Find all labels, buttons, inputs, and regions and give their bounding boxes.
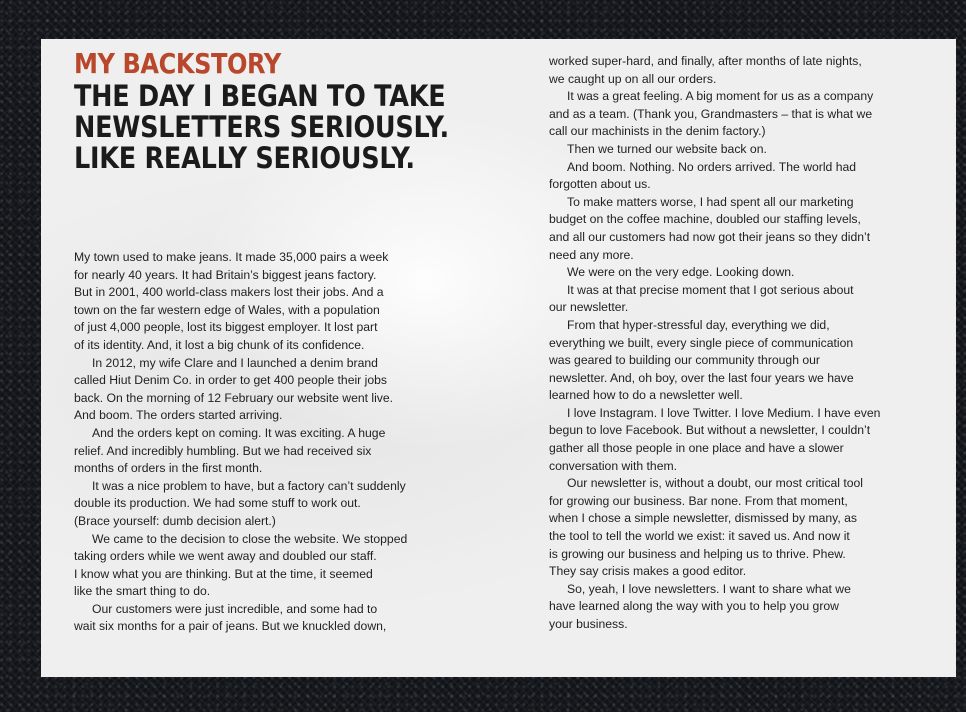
text-line: worked super-hard, and finally, after months of late nights, xyxy=(549,54,862,68)
paragraph xyxy=(549,53,909,88)
paragraph xyxy=(549,475,909,581)
chapter-headline xyxy=(74,81,449,174)
text-line: conversation with them. xyxy=(549,458,678,473)
text-line: I know what you are thinking. But at the time, it seemed xyxy=(74,566,373,581)
text-line: your business. xyxy=(549,617,628,631)
text-line: was geared to building our community through our xyxy=(549,353,820,368)
text-line: begun to love Facebook. But without a newsletter, I couldn’t xyxy=(549,423,871,438)
text-line: From that hyper-stressful day, everything we did, xyxy=(567,317,830,332)
paragraph xyxy=(549,405,909,475)
paragraph xyxy=(549,141,909,159)
text-line: back. On the morning of 12 February our website went live. xyxy=(74,390,394,405)
paragraph xyxy=(74,425,434,478)
right-column-body xyxy=(549,53,909,634)
text-line: And the orders kept on coming. It was exciting. A huge xyxy=(92,425,386,440)
paragraph xyxy=(549,194,909,264)
text-line: In 2012, my wife Clare and I launched a denim brand xyxy=(92,355,378,370)
text-line: for nearly 40 years. It had Britain’s biggest jeans factory. xyxy=(74,267,377,282)
headline-line: NEWSLETTERS SERIOUSLY. xyxy=(74,110,449,144)
text-line: relief. And incredibly humbling. But we had received six xyxy=(74,443,372,458)
text-line: Then we turned our website back on. xyxy=(567,141,767,156)
text-line: It was a nice problem to have, but a factory can’t suddenly xyxy=(92,478,406,493)
text-line: we caught up on all our orders. xyxy=(549,71,717,86)
paragraph xyxy=(549,317,909,405)
text-line: need any more. xyxy=(549,247,634,262)
text-line: have learned along the way with you to help you grow xyxy=(549,599,839,614)
text-line: budget on the coffee machine, doubled our staffing levels, xyxy=(549,212,861,227)
text-line: And boom. Nothing. No orders arrived. The world had xyxy=(567,159,857,174)
paragraph xyxy=(74,478,434,531)
text-line: Our newsletter is, without a doubt, our most critical tool xyxy=(567,476,864,491)
paragraph xyxy=(549,159,909,194)
text-line: But in 2001, 400 world-class makers lost their jobs. And a xyxy=(74,285,384,300)
text-line: We were on the very edge. Looking down. xyxy=(567,265,795,280)
text-line: months of orders in the first month. xyxy=(74,461,263,476)
text-line: everything we built, every single piece of communication xyxy=(549,335,854,350)
paragraph xyxy=(74,531,434,601)
paragraph xyxy=(549,88,909,141)
text-line: Our customers were just incredible, and some had to xyxy=(92,601,378,616)
text-line: It was at that precise moment that I got serious about xyxy=(567,282,854,297)
section-kicker: MY BACKSTORY xyxy=(74,47,281,80)
paragraph xyxy=(74,249,434,355)
headline-line: THE DAY I BEGAN TO TAKE xyxy=(74,79,446,113)
text-line: It was a great feeling. A big moment for us as a company xyxy=(567,89,874,104)
text-line: like the smart thing to do. xyxy=(74,584,211,599)
text-line: I love Instagram. I love Twitter. I love Medium. I have even xyxy=(567,405,881,420)
paragraph xyxy=(74,355,434,425)
text-line: learned how to do a newsletter well. xyxy=(549,388,743,403)
text-line: of just 4,000 people, lost its biggest employer. It lost part xyxy=(74,320,378,335)
text-line: My town used to make jeans. It made 35,000 pairs a week xyxy=(74,250,389,264)
text-line: called Hiut Denim Co. in order to get 400 people their jobs xyxy=(74,373,387,388)
text-line: and all our customers had now got their jeans so they didn’t xyxy=(549,229,871,244)
paragraph xyxy=(74,601,434,636)
text-line: gather all those people in one place and have a slower xyxy=(549,441,844,456)
text-line: double its production. We had some stuff to work out. xyxy=(74,496,361,511)
text-line: when I chose a simple newsletter, dismissed by many, as xyxy=(549,511,857,526)
text-line: wait six months for a pair of jeans. But we knuckled down, xyxy=(74,619,387,634)
paragraph xyxy=(549,282,909,317)
text-line: town on the far western edge of Wales, with a population xyxy=(74,302,380,317)
book-spread xyxy=(41,39,956,677)
text-line: call our machinists in the denim factory.) xyxy=(549,124,766,139)
text-line: forgotten about us. xyxy=(549,177,651,192)
text-line: our newsletter. xyxy=(549,300,629,315)
text-line: of its identity. And, it lost a big chunk of its confidence. xyxy=(74,337,365,352)
paragraph xyxy=(549,581,909,634)
text-line: (Brace yourself: dumb decision alert.) xyxy=(74,513,276,528)
text-line: is growing our business and helping us to thrive. Phew. xyxy=(549,546,846,561)
left-column-body xyxy=(74,249,434,636)
text-line: newsletter. And, oh boy, over the last four years we have xyxy=(549,370,854,385)
text-line: and as a team. (Thank you, Grandmasters – that is what we xyxy=(549,106,873,121)
text-line: the tool to tell the world we exist: it saved us. And now it xyxy=(549,529,850,544)
text-line: for growing our business. Bar none. From that moment, xyxy=(549,493,848,508)
text-line: To make matters worse, I had spent all our marketing xyxy=(567,194,854,209)
text-line: So, yeah, I love newsletters. I want to share what we xyxy=(567,581,851,596)
text-line: taking orders while we went away and doubled our staff. xyxy=(74,549,377,564)
text-line: They say crisis makes a good editor. xyxy=(549,564,747,579)
paragraph xyxy=(549,264,909,282)
text-line: We came to the decision to close the website. We stopped xyxy=(92,531,408,546)
headline-line: LIKE REALLY SERIOUSLY. xyxy=(74,141,415,175)
text-line: And boom. The orders started arriving. xyxy=(74,408,283,423)
